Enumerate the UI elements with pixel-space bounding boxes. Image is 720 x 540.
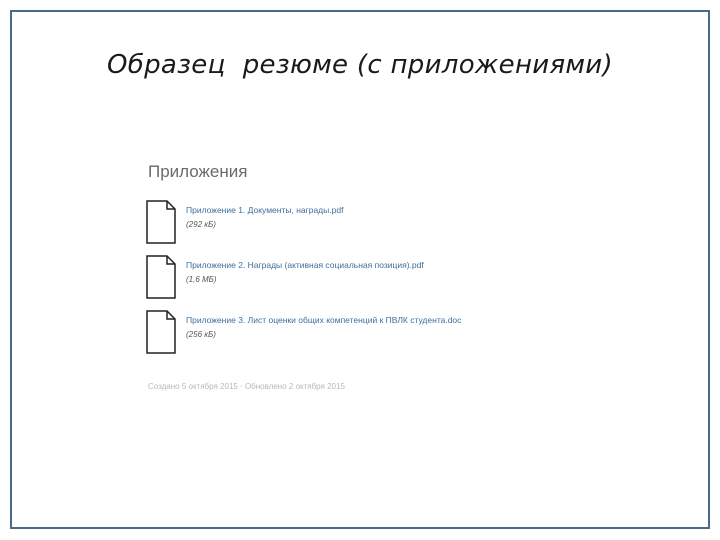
attachment-item-2[interactable] [146, 255, 466, 301]
attachment-link[interactable]: Приложение 2. Награды (активная социальная позиция).pdf [186, 260, 424, 270]
attachment-item-3[interactable] [146, 310, 466, 356]
document-icon [146, 310, 176, 354]
attachments-panel [146, 160, 466, 400]
attachment-link[interactable]: Приложение 3. Лист оценки общих компетенций к ПВЛК студента.doc [186, 315, 462, 325]
document-icon [146, 200, 176, 244]
attachment-link[interactable]: Приложение 1. Документы, награды.pdf [186, 205, 344, 215]
attachments-heading: Приложения [148, 162, 248, 181]
attachment-size: (256 кБ) [186, 330, 216, 339]
slide-title: Образец резюме (с приложениями) [107, 50, 613, 80]
document-icon [146, 255, 176, 299]
attachment-size: (292 кБ) [186, 220, 216, 229]
attachment-size: (1,6 МБ) [186, 275, 217, 284]
footer-dates: Создано 5 октября 2015 · Обновлено 2 октября 2015 [148, 382, 345, 391]
attachment-item-1[interactable] [146, 200, 466, 246]
